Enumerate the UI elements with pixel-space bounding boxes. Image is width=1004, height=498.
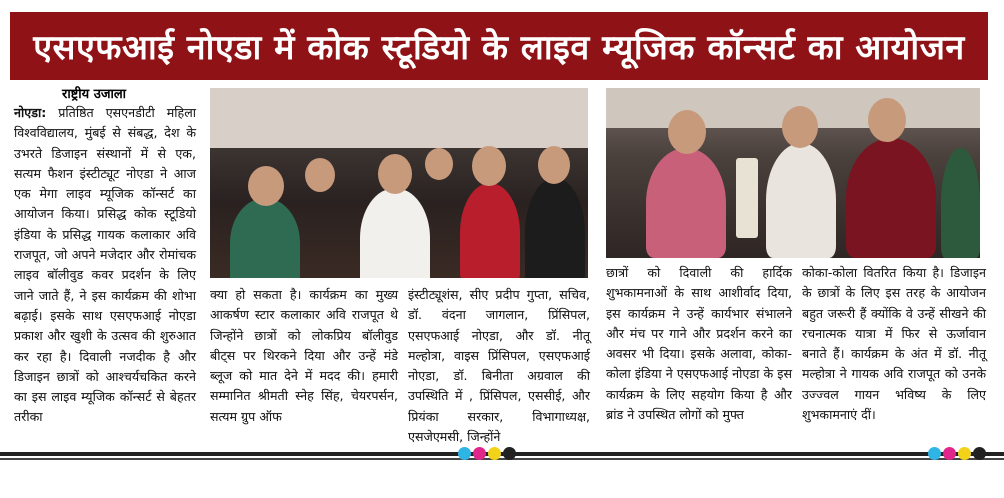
cyan-registration-dot <box>928 447 941 460</box>
article-column-1 <box>14 103 196 428</box>
person-head <box>305 158 335 192</box>
photo-background <box>210 88 588 148</box>
person-figure <box>646 148 726 258</box>
magenta-registration-dot <box>473 447 486 460</box>
article-column-4: छात्रों को दिवाली की हार्दिक शुभकामनाओं के साथ आशीर्वाद दिया, इस कार्यक्रम ने उन्हें कार्यभार संभालने और मंच पर गाने और प्रदर्शन करने का अवसर भी दिया। इसके अलावा, कोका-कोला इंडिया ने एसएफआई नोएडा के इस कार्यक्रम के लिए सहयोग किया है और ब्रांड ने उपस्थित लोगों को मुफ्त <box>606 265 792 423</box>
person-figure <box>525 178 585 278</box>
person-figure <box>460 183 520 278</box>
person-head <box>378 154 412 194</box>
concert-crowd-photo <box>210 88 588 278</box>
headline: एसएफआई नोएडा में कोक स्टूडियो के लाइव म्यूजिक कॉन्सर्ट का आयोजन <box>33 28 965 68</box>
trophy-plaque <box>736 158 758 238</box>
person-figure <box>230 198 300 278</box>
person-head <box>472 146 506 186</box>
previous-article-strip <box>0 0 1004 12</box>
registration-marks-center <box>458 447 516 460</box>
person-head <box>538 146 570 184</box>
column-1-text: प्रतिष्ठित एसएनडीटी महिला विश्वविद्यालय, मुंबई से संबद्ध, देश के उभरते डिजाइन संस्थानों में से एक, सत्यम फैशन इंस्टीट्यूट नोएडा ने आज एक मेगा लाइव म्यूजिक कॉन्सर्ट का आयोजन किया। प्रसिद्ध कोक स्टूडियो इंडिया के प्रसिद्ध गायक कलाकार अवि राजपूत, जो अपने मजेदार और रोमांचक लाइव बॉलीवुड कवर प्रदर्शन के लिए जाने जाते हैं, ने इस कार्यक्रम की शोभा बढ़ाई। इसके साथ एसएफआई नोएडा प्रकाश और खुशी के उत्सव की शुरुआत कर रहा है। दिवाली नजदीक है और डिजाइन छात्रों को आश्चर्यचकित करने का इस लाइव म्यूजिक कॉन्सर्ट से बेहतर तरीका <box>14 105 196 425</box>
article-column-2: क्या हो सकता है। कार्यक्रम का मुख्य आकर्षण स्टार कलाकार अवि राजपूत थे जिन्होंने छात्रों को लोकप्रिय बॉलीवुड बीट्स पर थिरकने दिया और उन्हें मंडे ब्लूज को मात देने में मदद की। हमारी सम्मानित श्रीमती स्नेह सिंह, चेयरपर्सन, सत्यम ग्रुप ऑफ <box>210 287 398 424</box>
person-head <box>248 166 284 206</box>
award-presentation-photo <box>606 88 980 258</box>
person-figure <box>941 148 980 258</box>
dateline: नोएडा: <box>14 105 47 120</box>
headline-banner <box>10 12 988 80</box>
article-column-3: इंस्टीट्यूशंस, सीए प्रदीप गुप्ता, सचिव, डॉ. वंदना जागलान, प्रिंसिपल, एसएफआई नोएडा, और डॉ. नीतू मल्होत्रा, वाइस प्रिंसिपल, एसएफआई नोएडा, डॉ. बिनीता अग्रवाल की उपस्थिति में , प्रिंसिपल, एससीई, और प्रियंका सरकार, विभागाध्यक्ष, एसजेएमसी, जिन्होंने <box>408 287 590 445</box>
yellow-registration-dot <box>958 447 971 460</box>
person-figure <box>766 143 836 258</box>
registration-marks-right <box>928 447 986 460</box>
article-column-5: कोका-कोला वितरित किया है। डिजाइन के छात्रों के लिए इस तरह के आयोजन बहुत जरूरी हैं क्योंकि वे उन्हें सीखने की रचनात्मक यात्रा में फिर से ऊर्जावान बनाते हैं। कार्यक्रम के अंत में डॉ. नीतू मल्होत्रा ने गायक अवि राजपूत को उनके उज्ज्वल गायन भविष्य के लिए शुभकामनाएं दीं। <box>802 265 986 423</box>
person-head <box>782 106 818 148</box>
person-head <box>425 148 453 180</box>
cyan-registration-dot <box>458 447 471 460</box>
black-registration-dot <box>973 447 986 460</box>
yellow-registration-dot <box>488 447 501 460</box>
black-registration-dot <box>503 447 516 460</box>
person-figure <box>846 138 936 258</box>
person-head <box>668 110 706 154</box>
byline: राष्ट्रीय उजाला <box>62 87 127 102</box>
person-figure <box>360 188 430 278</box>
person-head <box>868 98 906 142</box>
magenta-registration-dot <box>943 447 956 460</box>
